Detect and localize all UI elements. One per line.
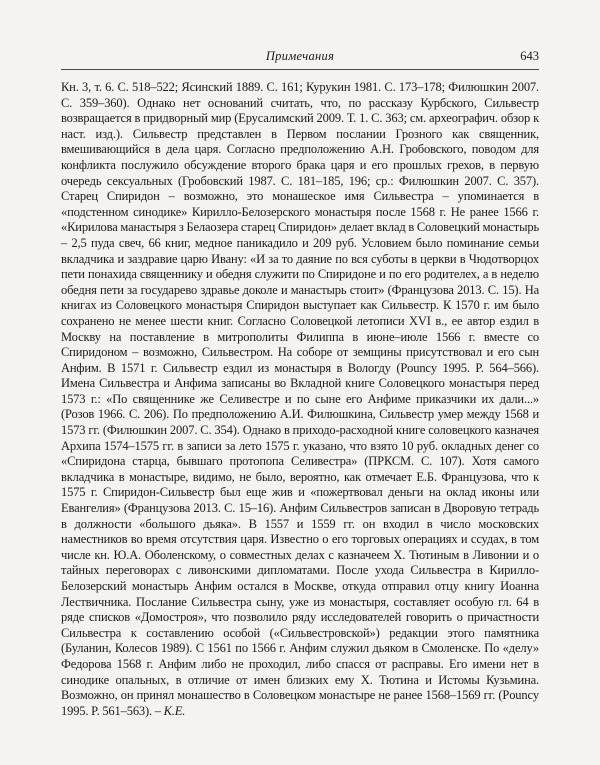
page-content bbox=[61, 48, 539, 719]
notes-paragraph bbox=[61, 80, 539, 719]
paragraph-text: Кн. 3, т. 6. С. 518–522; Ясинский 1889. С. 161; Курукин 1981. С. 173–178; Филюшкин 2007. С. 359–360). Однако нет оснований считать, что, по рассказу Курбского, Сильвестр возвращается в придворный мир (Ерусалимский 2009. Т. 1. С. 363; см. археографич. обзор к наст. изд.). Сильвестр представлен в Первом послании Грозного как священник, вмешивающийся в дела царя. Согласно предположению А.Н. Гробовского, поводом для конфликта послужило обсуждение второго брака царя и его прошлых грехов, в первую очередь сексуальных (Гробовский 1987. С. 181–185, 196; ср.: Филюшкин 2007. С. 357). Старец Спиридон – возможно, это монашеское имя Сильвестра – упоминается в «подстенном синодике» Кирилло-Белозерского монастыря после 1568 г. Не ранее 1566 г. «Кирилова манастыря з Белаозера старец Спиридон» делает вклад в Соловецкий монастырь – 2,5 пуда свеч, 66 книг, медное паникадило и 209 руб. Условием было поминание семьи вкладчика и заздравие царю Ивану: «И за то даяние по вся суботы в церкви в Чюдотворцох пети понахида священнику и обедня служити по Спиридоне и по его родителех, а в неделю обедня пети за государево здравье доколе и манастырь стоит» (Французова 2013. С. 15). На книгах из Соловецкого монастыря Спиридон выступает как Сильвестр. К 1570 г. им было сохранено не менее шести книг. Согласно Соловецкой летописи XVI в., ее автор ездил в Москву на поставление в митрополиты Филиппа в июне–июле 1566 г. вместе со Спиридоном – возможно, Сильвестром. На соборе от земщины присутствовал и его сын Анфим. В 1571 г. Сильвестр ездил из монастыря в Вологду (Pouncy 1995. P. 564–566). Имена Сильвестра и Анфима записаны во Вкладной книге Соловецкого монастыря перед 1573 г.: «По священнике же Селивестре и по сыне его Анфиме приказчики их дали...» (Розов 1966. С. 206). По предположению А.И. Филюшкина, Сильвестр умер между 1568 и 1573 гг. (Филюшкин 2007. С. 354). Однако в приходо-расходной книге соловецкого казначея Архипа 1574–1575 гг. в записи за лето 1575 г. указано, что взято 10 руб. окладных денег со «Спиридона старца, бывшаго протопопа Селивестра» (ПРКСМ. С. 107). Хотя самого вкладчика в монастыре, видимо, не было, вероятно, как отмечает Е.Б. Французова, что к 1575 г. Спиридон-Сильвестр был еще жив и «пожертвовал деньги на оклад иконы или Евангелия» (Французова 2013. С. 15–16). Анфим Сильвестров записан в Дворовую тетрадь в должности «большого дьяка». В 1557 и 1559 гг. он входил в число московских наместников во время отсутствия царя. Известно о его торговых операциях и ссудах, в том числе кн. Ю.А. Оболенскому, о совместных делах с казначеем Х. Тютиным в Ливонии и о тайных переговорах с ливонскими дипломатами. После ухода Сильвестра в Кирилло-Белозерский монастырь Анфим остался в Москве, откуда отправил отцу книгу Иоанна Лествичника. Послание Сильвестра сыну, уже из монастыря, составляет особую гл. 64 в ряде списков «Домостроя», что позволило ряду исследователей говорить о причастности Сильвестра к составлению особой («Сильвестровской») редакции этого памятника (Буланин, Колесов 1989). С 1561 по 1566 г. Анфим служил дьяком в Смоленске. По «делу» Федорова 1568 г. Анфим либо не проходил, либо спасся от расправы. Его имени нет в синодике опальных, в отличие от имен близких ему Х. Тютина и Истомы Кузьмина. Возможно, он принял монашество в Соловецком монастыре не ранее 1568–1569 гг. (Pouncy 1995. P. 561–563). – bbox=[61, 80, 539, 718]
running-head bbox=[61, 48, 539, 65]
author-initials: К.Е. bbox=[163, 703, 186, 718]
page-number: 643 bbox=[520, 49, 539, 63]
header-title: Примечания bbox=[265, 49, 335, 63]
header-divider bbox=[61, 69, 539, 70]
